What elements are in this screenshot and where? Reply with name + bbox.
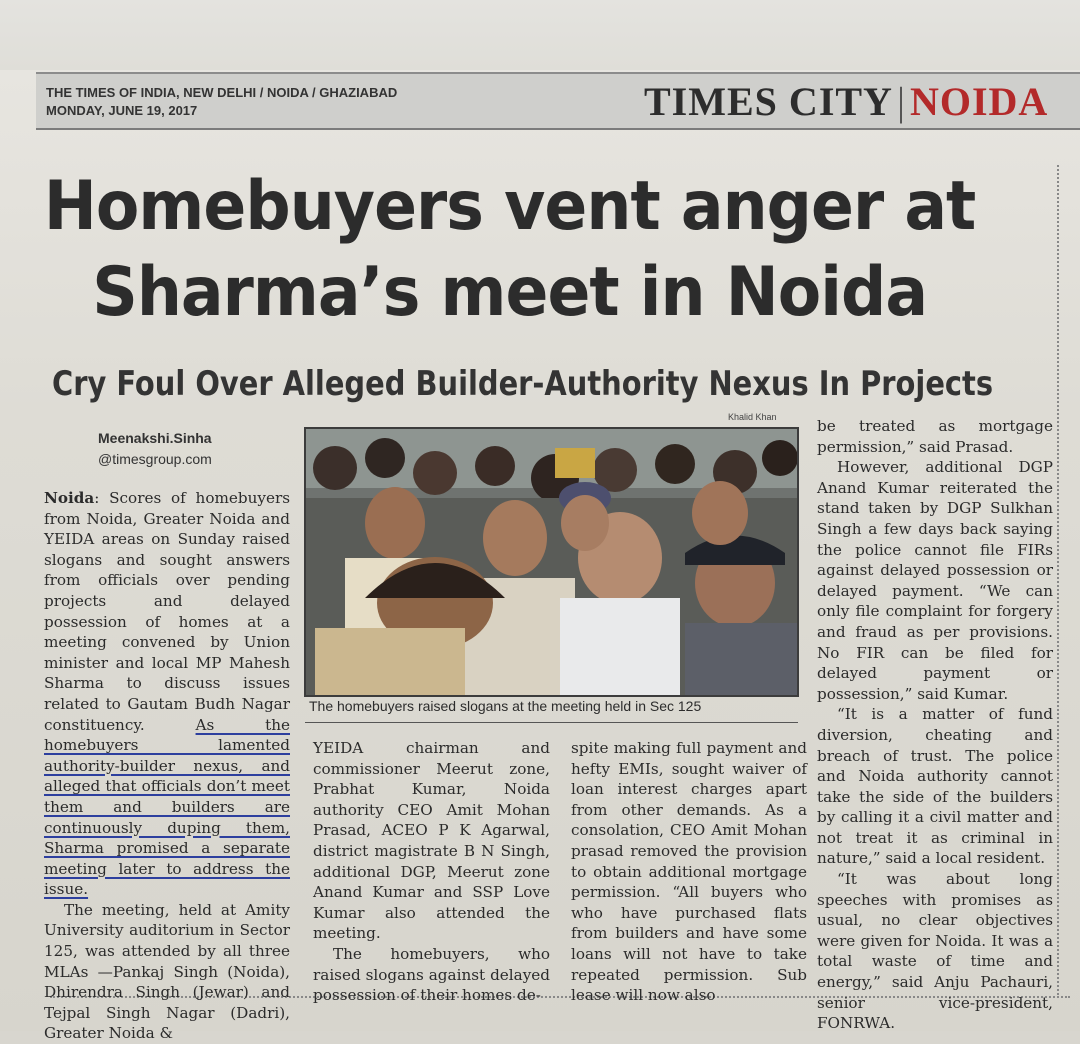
paragraph-text: be treated as mortgage permission,” said Prasad.	[817, 417, 1053, 456]
paragraph-text: However, additional DGP Anand Kumar reiterated the stand taken by DGP Sulkhan Singh a few days back saying the police cannot file FIRs against delayed possession or delayed payment. “We can only file complaint for forgery and fraud as per provisions. No FIR can be filed for delayed payment or possession,” said Kumar.	[817, 458, 1053, 703]
page-top-margin	[0, 0, 1080, 70]
headline-line-1: Homebuyers vent anger at	[43, 167, 976, 246]
paragraph-text: The homebuyers, who raised slogans against delayed possession of their homes de-	[313, 944, 550, 1005]
article-column-1	[44, 488, 290, 1044]
masthead-date: MONDAY, JUNE 19, 2017	[46, 103, 198, 118]
masthead-edition	[46, 84, 397, 120]
crowd-photo-illustration	[305, 428, 798, 696]
news-photo	[305, 428, 798, 696]
masthead-edition-line: THE TIMES OF INDIA, NEW DELHI / NOIDA / GHAZIABAD	[46, 85, 398, 100]
masthead	[36, 72, 1080, 130]
masthead-section	[644, 78, 1048, 125]
column-rule-vertical	[1057, 165, 1059, 995]
photo-caption: The homebuyers raised slogans at the meeting held in Sec 125	[305, 694, 798, 723]
paragraph-text: YEIDA chairman and commissioner Meerut zone, Prabhat Kumar, Noida authority CEO Amit Mohan Prasad, ACEO P K Agarwal, district magistrate B N Singh, additional DGP, Meerut zone Anand Kumar and SSP Love Kumar also attended the meeting.	[313, 739, 550, 943]
byline	[98, 428, 212, 470]
article-column-2	[313, 738, 550, 1006]
paragraph-text: spite making full payment and hefty EMIs, sought waiver of loan interest charges apart from other demands. As a consolation, CEO Amit Mohan prasad removed the provision to obtain additional mortgage permission. “All buyers who who have purchased flats from builders and have some loans will not have to take repeated permission. Sub lease will now also	[571, 739, 807, 1005]
subsection-name: NOIDA	[909, 79, 1049, 124]
photo-credit: Khalid Khan	[728, 412, 777, 422]
paragraph-text: : Scores of homebuyers from Noida, Greater Noida and YEIDA areas on Sunday raised slogans and sought answers from officials over pending projects and delayed possession of homes at a meeting convened by Union minister and local MP Mahesh Sharma to discuss issues related to Gautam Budh Nagar constituency.	[44, 489, 290, 734]
byline-name: Meenakshi.Sinha	[98, 430, 212, 446]
paragraph-text: “It was about long speeches with promises as usual, no clear objectives were given for Noida. It was a total waste of time and energy,” said Anju Pachauri, senior vice-president, FONRWA.	[817, 870, 1053, 1033]
article-column-4	[817, 416, 1053, 1034]
pen-underlined-text: As the homebuyers lamented authority-builder nexus, and alleged that officials don’t meet them and builders are continuously duping them, Sharma promised a separate meeting later to address the issue.	[44, 715, 290, 899]
paragraph-text: The meeting, held at Amity University auditorium in Sector 125, was attended by all three MLAs —Pankaj Singh (Noida), Dhirendra Singh (Jewar) and Tejpal Singh Nagar (Dadri), Greater Noida &	[44, 900, 290, 1043]
headline-line-2: Sharma’s meet in Noida	[92, 253, 928, 332]
dateline: Noida	[44, 489, 95, 507]
article-column-3	[571, 738, 807, 1006]
byline-email: @timesgroup.com	[98, 451, 212, 467]
headline	[40, 164, 979, 336]
section-separator: |	[896, 79, 906, 124]
subheadline: Cry Foul Over Alleged Builder-Authority Nexus In Projects	[52, 364, 994, 404]
paragraph-text: “It is a matter of fund diversion, cheating and breach of trust. The police and Noida authority cannot take the side of the builders by calling it a civil matter and not treat it as criminal in nature,” said a local resident.	[817, 705, 1053, 868]
section-name: TIMES CITY	[644, 79, 893, 124]
